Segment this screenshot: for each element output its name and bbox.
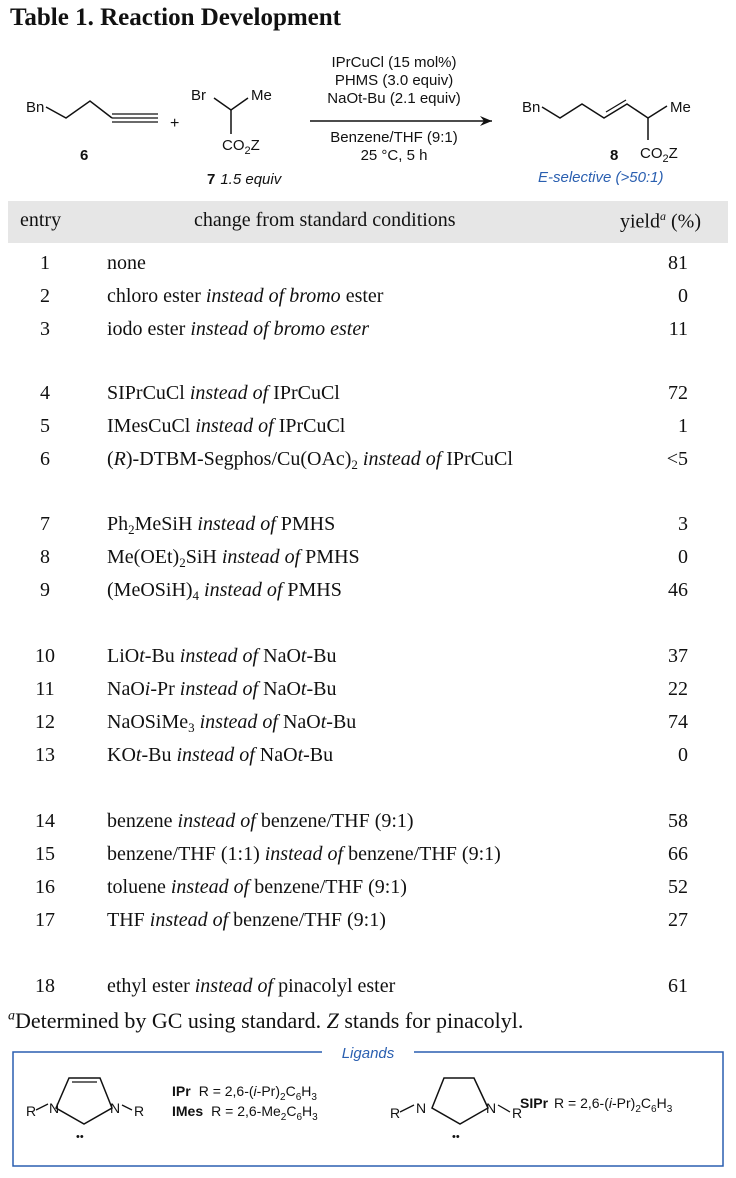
reactant7-ester: $CO_2Z$ <box>222 137 260 157</box>
table-row <box>0 511 736 541</box>
entry-number: 4 <box>40 382 50 404</box>
entry-number: 3 <box>40 318 50 340</box>
table-row <box>0 841 736 871</box>
table-row <box>0 380 736 410</box>
entry-number: 2 <box>40 285 50 307</box>
yield-value: <5 <box>666 448 688 470</box>
change-description: THF instead of benzene/THF (9:1) <box>107 909 386 931</box>
entry-number: 11 <box>35 678 55 700</box>
compound-6-label: 6 <box>80 147 89 164</box>
yield-value: 22 <box>668 678 688 700</box>
change-description: $(R)-DTBM-Segphos/Cu(OAc)_2$ instead of IPrCuCl <box>107 448 513 472</box>
yield-value: 0 <box>678 744 688 766</box>
entry-number: 10 <box>35 645 55 667</box>
imidazolinylidene-ring <box>432 1078 488 1124</box>
reactant7-bonds <box>214 98 248 110</box>
change-description: NaOSiMe$_3$ instead of NaOt-Bu <box>107 711 357 735</box>
yield-value: 72 <box>668 382 688 404</box>
simid-n-left: N <box>416 1100 427 1116</box>
table-row <box>0 577 736 607</box>
yield-value: 61 <box>668 975 688 997</box>
ligands-box <box>12 1042 724 1168</box>
carbene-dots: •• <box>76 1131 84 1143</box>
condition-solvent: Benzene/THF (9:1) <box>330 129 458 146</box>
reactant6-bn: Bn <box>26 99 45 116</box>
change-description: benzene/THF (1:1) instead of benzene/THF (9:1) <box>107 843 501 865</box>
entry-number: 13 <box>35 744 55 766</box>
entry-number: 15 <box>35 843 55 865</box>
reactant6-chain <box>46 101 112 118</box>
table-header <box>8 201 728 243</box>
entry-number: 18 <box>35 975 55 997</box>
table-row <box>0 676 736 706</box>
yield-value: 3 <box>678 513 688 535</box>
entry-number: 16 <box>35 876 55 898</box>
product8-bn: Bn <box>522 99 541 116</box>
simid-r-left: R <box>390 1105 401 1121</box>
yield-value: 1 <box>678 415 688 437</box>
yield-value: 11 <box>668 318 688 340</box>
imidazolylidene-ring <box>56 1078 112 1124</box>
table-row <box>0 446 736 476</box>
entry-number: 8 <box>40 546 50 568</box>
condition-base: NaOt-Bu (2.1 equiv) <box>327 90 461 107</box>
plus-sign: + <box>170 115 180 132</box>
change-description: iodo ester instead of bromo ester <box>107 318 370 340</box>
condition-temp-time: 25 °C, 5 h <box>360 147 428 164</box>
table-row <box>0 544 736 574</box>
yield-value: 66 <box>668 843 688 865</box>
table-row <box>0 808 736 838</box>
imid-r-left: R <box>26 1103 37 1119</box>
yield-value: 52 <box>668 876 688 898</box>
reactant7-br: Br <box>191 87 206 104</box>
selectivity-note: E-selective (>50:1) <box>538 169 664 186</box>
simid-n-right: N <box>486 1100 497 1116</box>
entry-number: 5 <box>40 415 50 437</box>
sipr-label: SIPr $R = 2,6-(i-Pr)_2C_6H_3$ <box>520 1095 673 1115</box>
reaction-scheme <box>0 40 736 200</box>
imid-r-right: R <box>134 1103 145 1119</box>
reactant7-me: Me <box>251 87 272 104</box>
change-description: NaOi-Pr instead of NaOt-Bu <box>107 678 337 700</box>
yield-value: 81 <box>668 252 688 274</box>
yield-value: 37 <box>668 645 688 667</box>
table-row <box>0 874 736 904</box>
table-row <box>0 283 736 313</box>
table-row <box>0 643 736 673</box>
change-description: LiOt-Bu instead of NaOt-Bu <box>107 645 337 667</box>
simid-r-right: R <box>512 1105 523 1121</box>
entry-number: 1 <box>40 252 50 274</box>
compound-7-label: 7 1.5 equiv <box>207 171 282 188</box>
simid-carbene-dots: •• <box>452 1131 460 1143</box>
product8-me: Me <box>670 99 691 116</box>
table-row <box>0 973 736 1003</box>
table-title: Table 1. Reaction Development <box>10 4 341 31</box>
change-description: IMesCuCl instead of IPrCuCl <box>107 415 346 437</box>
imid-n-right: N <box>110 1100 121 1116</box>
imes-label: IMes $R = 2,6-Me_2C_6H_3$ <box>172 1103 318 1123</box>
header-yield: yield$^a$ (%) <box>620 209 701 233</box>
entry-number: 7 <box>40 513 50 535</box>
table-row <box>0 907 736 937</box>
ipr-label: IPr $R = 2,6-(i-Pr)_2C_6H_3$ <box>172 1083 317 1103</box>
change-description: $Me(OEt)_2SiH$ instead of PMHS <box>107 546 360 570</box>
ligands-title: Ligands <box>341 1045 395 1062</box>
header-change: change from standard conditions <box>194 209 456 231</box>
change-description: benzene instead of benzene/THF (9:1) <box>107 810 414 832</box>
yield-value: 58 <box>668 810 688 832</box>
table-row <box>0 316 736 346</box>
change-description: $Ph_2MeSiH$ instead of PMHS <box>107 513 336 537</box>
change-description: chloro ester instead of bromo ester <box>107 285 384 307</box>
entry-number: 17 <box>35 909 55 931</box>
table-row <box>0 250 736 280</box>
table-row <box>0 413 736 443</box>
yield-value: 46 <box>668 579 688 601</box>
entry-number: 6 <box>40 448 50 470</box>
footnote: $^a$Determined by GC using standard. Z stands for pinacolyl. <box>8 1008 524 1033</box>
product8-chain <box>542 104 667 118</box>
condition-catalyst: IPrCuCl (15 mol%) <box>331 54 457 71</box>
change-description: ethyl ester instead of pinacolyl ester <box>107 975 396 997</box>
table-row <box>0 709 736 739</box>
product8-ester: $CO_2Z$ <box>640 145 678 165</box>
yield-value: 0 <box>678 546 688 568</box>
change-description: $(MeOSiH)_4$ instead of PMHS <box>107 579 342 603</box>
yield-value: 0 <box>678 285 688 307</box>
change-description: KOt-Bu instead of NaOt-Bu <box>107 744 334 766</box>
header-entry: entry <box>20 209 62 231</box>
change-description: SIPrCuCl instead of IPrCuCl <box>107 382 340 404</box>
imid-n-left: N <box>49 1100 60 1116</box>
entry-number: 12 <box>35 711 55 733</box>
entry-number: 14 <box>35 810 55 832</box>
table-row <box>0 742 736 772</box>
entry-number: 9 <box>40 579 50 601</box>
compound-8-label: 8 <box>610 147 619 164</box>
condition-silane: PHMS (3.0 equiv) <box>334 72 454 89</box>
yield-value: 74 <box>668 711 688 733</box>
yield-value: 27 <box>668 909 688 931</box>
change-description: toluene instead of benzene/THF (9:1) <box>107 876 407 898</box>
change-description: none <box>107 252 146 274</box>
